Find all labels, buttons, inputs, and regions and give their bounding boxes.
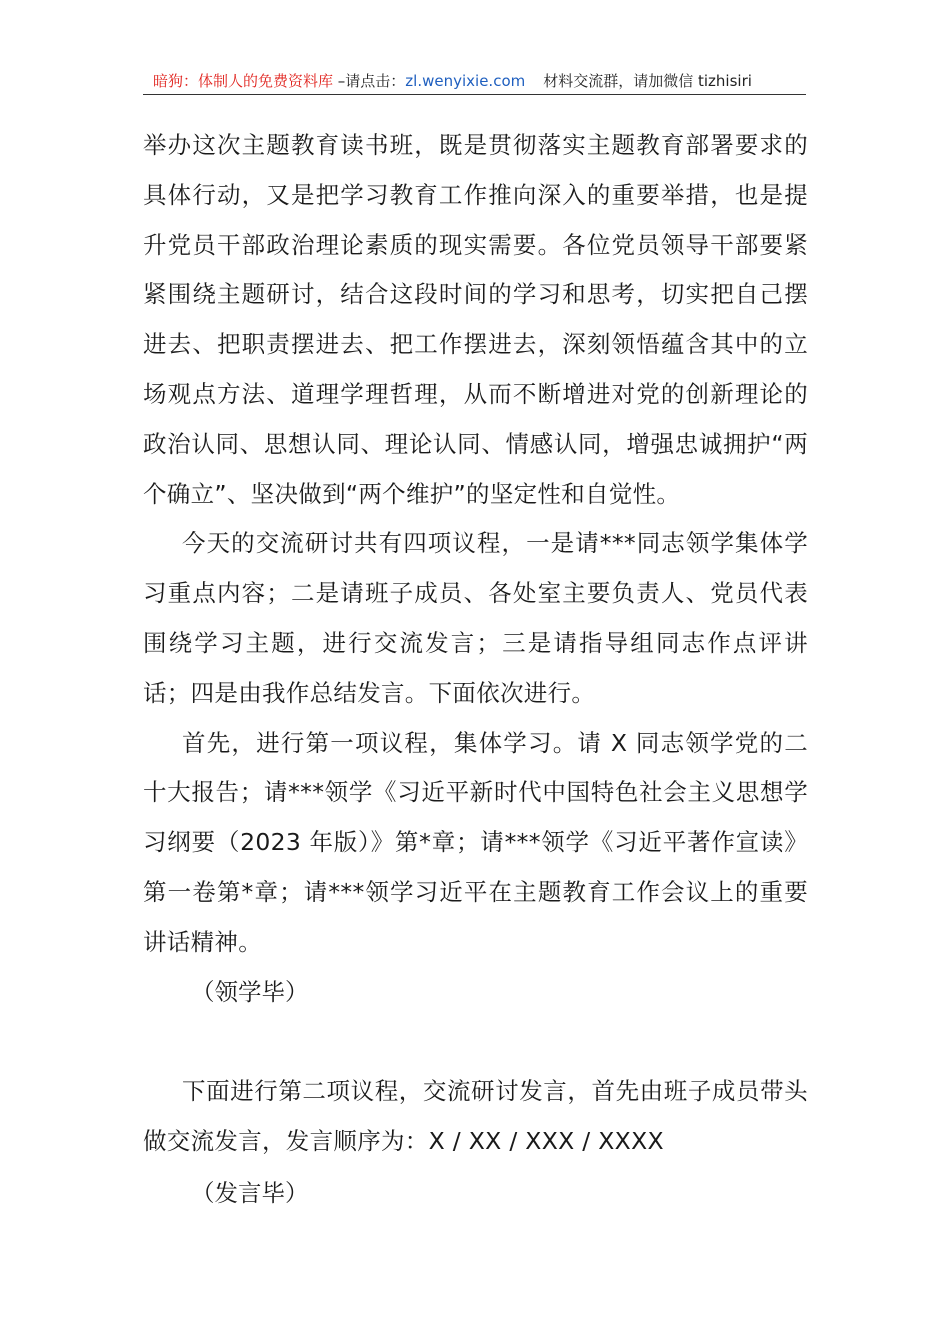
page-header [143, 70, 806, 95]
paragraph-intro: 举办这次主题教育读书班，既是贯彻落实主题教育部署要求的具体行动，又是把学习教育工作推向深入的重要举措，也是提升党员干部政治理论素质的现实需要。各位党员领导干部要紧紧围绕主题研讨，结合这段时间的学习和思考，切实把自己摆进去、把职责摆进去、把工作摆进去，深刻领悟蕴含其中的立场观点方法、道理学理哲理，从而不断增进对党的创新理论的政治认同、思想认同、理论认同、情感认同，增强忠诚拥护“两个确立”、坚决做到“两个维护”的坚定性和自觉性。 [143, 131, 808, 508]
paragraph-second-item: 下面进行第二项议程，交流研讨发言，首先由班子成员带头做交流发言，发言顺序为：X / XX / XXX / XXXX [143, 1077, 808, 1156]
paragraph-first-item: 首先，进行第一项议程，集体学习。请 X 同志领学党的二十大报告；请***领学《习近平新时代中国特色社会主义思想学习纲要（2023 年版）》第*章；请***领学《习近平著作宣读》第一卷第*章；请***领学习近平在主题教育工作会议上的重要讲话精神。 [143, 728, 808, 956]
document-body [143, 121, 808, 1219]
header-site-link[interactable]: zl.wenyixie.com [405, 72, 526, 90]
blank-line [143, 1017, 808, 1067]
header-group-info: 材料交流群，请加微信 tizhisiri [543, 72, 752, 90]
note-speech-done: （发言毕） [191, 1178, 309, 1207]
header-prompt: –请点击： [333, 72, 406, 90]
note-study-done: （领学毕） [191, 977, 309, 1006]
header-brand: 暗狗：体制人的免费资料库 [153, 72, 334, 90]
paragraph-agenda: 今天的交流研讨共有四项议程，一是请***同志领学集体学习重点内容；二是请班子成员、各处室主要负责人、党员代表围绕学习主题，进行交流发言；三是请指导组同志作点评讲话；四是由我作总结发言。下面依次进行。 [143, 529, 808, 707]
